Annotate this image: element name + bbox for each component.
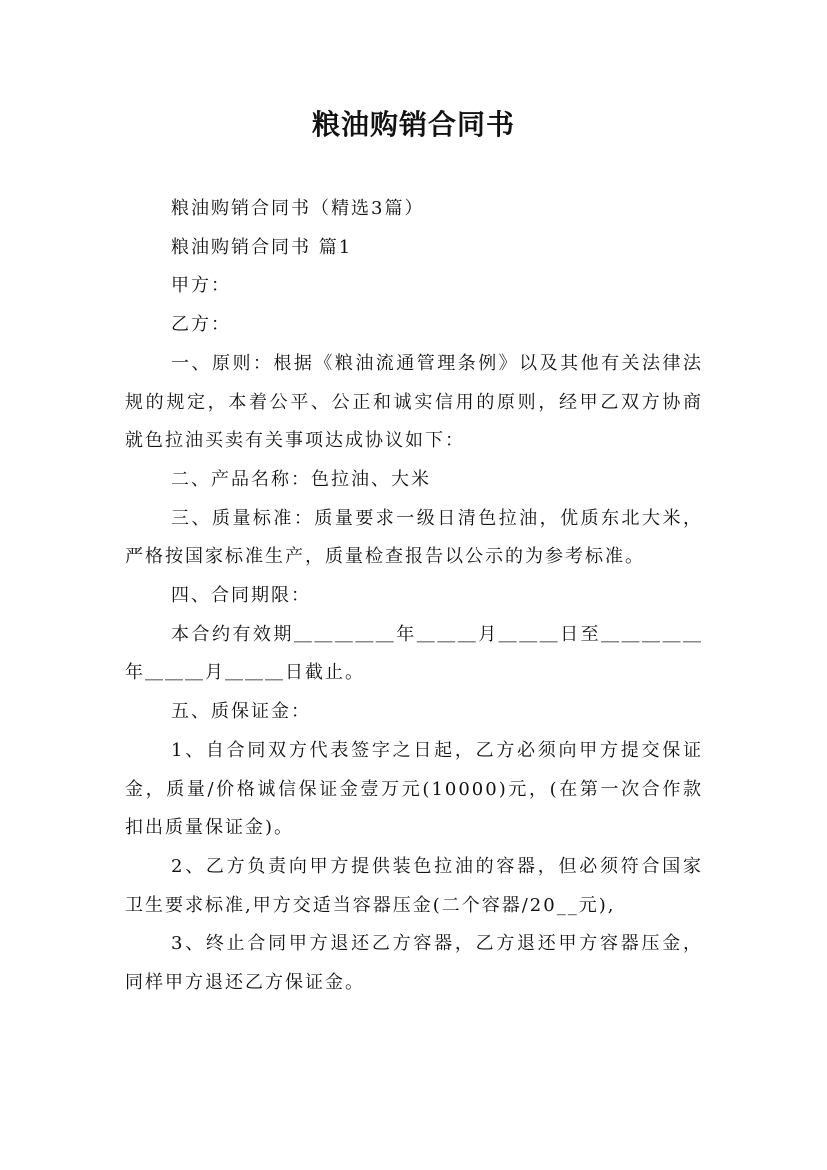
deposit-item-2: 2、乙方负责向甲方提供装色拉油的容器，但必须符合国家卫生要求标准,甲方交适当容器压金(二个容器/20__元),	[125, 855, 703, 916]
contract-validity-period: 本合约有效期＿＿＿＿＿年＿＿＿月＿＿＿日至＿＿＿＿＿年＿＿＿月＿＿＿日截止。	[125, 623, 703, 684]
deposit-item-1: 1、自合同双方代表签字之日起，乙方必须向甲方提交保证金，质量/价格诚信保证金壹万元(10000)元，(在第一次合作款扣出质量保证金)。	[125, 739, 703, 839]
clause-contract-term: 四、合同期限：	[171, 585, 311, 607]
deposit-item-3: 3、终止合同甲方退还乙方容器，乙方退还甲方容器压金，同样甲方退还乙方保证金。	[125, 933, 703, 994]
section-heading: 粮油购销合同书 篇1	[171, 236, 353, 258]
document-body	[125, 190, 703, 1003]
party-b-line: 乙方：	[171, 314, 231, 336]
clause-quality-standard: 三、质量标准：质量要求一级日清色拉油，优质东北大米，严格按国家标准生产，质量检查报告以公示的为参考标准。	[125, 507, 703, 568]
clause-principle: 一、原则：根据《粮油流通管理条例》以及其他有关法律法规的规定，本着公平、公正和诚实信用的原则，经甲乙双方协商就色拉油买卖有关事项达成协议如下：	[125, 352, 703, 452]
document-title: 粮油购销合同书	[311, 108, 515, 141]
party-a-line: 甲方：	[171, 275, 231, 297]
clause-deposit: 五、质保证金：	[171, 701, 311, 723]
clause-product-name: 二、产品名称：色拉油、大米	[171, 468, 431, 490]
subtitle-paragraph: 粮油购销合同书（精选3篇）	[171, 198, 425, 219]
